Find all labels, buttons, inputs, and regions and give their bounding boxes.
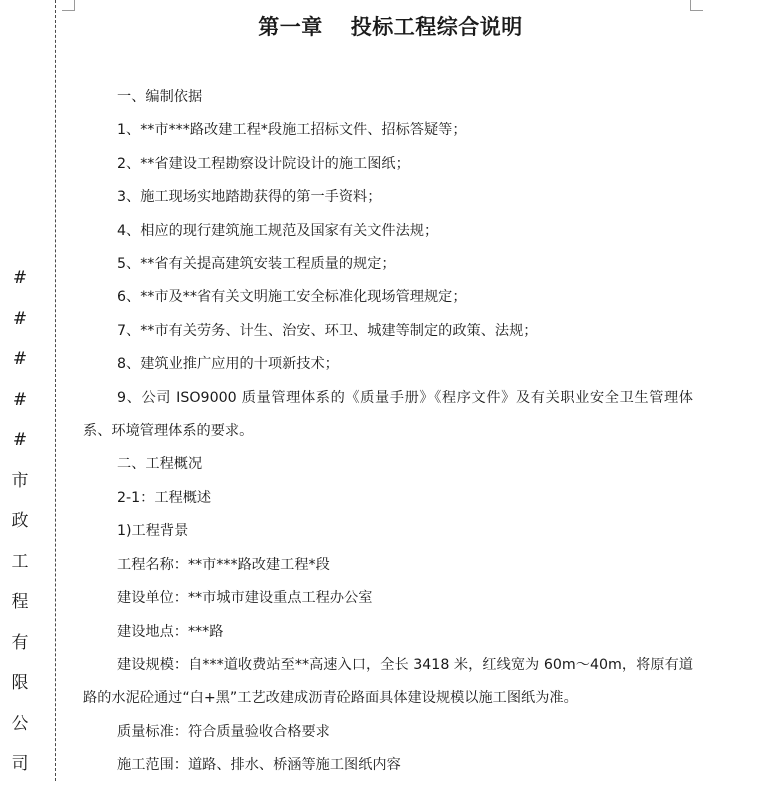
basis-item-5: 5、**省有关提高建筑安装工程质量的规定； bbox=[117, 256, 396, 273]
quality-standard: 质量标准：符合质量验收合格要求 bbox=[117, 723, 330, 740]
basis-item-8: 8、建筑业推广应用的十项新技术； bbox=[117, 356, 339, 373]
construction-scale: 建设规模：自***道收费站至**高速入口，全长 3418 米，红线宽为 60m～40m，将原有道路的水泥砼通过“白+黑”工艺改建成沥青砼路面具体建设规模以施工图纸为准。 bbox=[83, 656, 693, 707]
side-stamp-char: 有 bbox=[11, 632, 29, 653]
construction-scope: 施工范围：道路、排水、桥涵等施工图纸内容 bbox=[117, 757, 401, 774]
chapter-heading: 投标工程综合说明 bbox=[350, 14, 523, 39]
basis-item-1: 1、**市***路改建工程*段施工招标文件、招标答疑等； bbox=[117, 122, 467, 139]
basis-item-4: 4、相应的现行建筑施工规范及国家有关文件法规； bbox=[117, 222, 439, 239]
binding-dashed-line bbox=[55, 0, 56, 781]
basis-item-7: 7、**市有关劳务、计生、治安、环卫、城建等制定的政策、法规； bbox=[117, 322, 538, 339]
side-stamp-char: 程 bbox=[11, 592, 29, 612]
basis-item-3: 3、施工现场实地踏勘获得的第一手资料； bbox=[117, 189, 382, 206]
side-stamp-char: # bbox=[12, 389, 28, 410]
side-stamp-char: 公 bbox=[11, 713, 29, 734]
construction-unit: 建设单位：**市城市建设重点工程办公室 bbox=[117, 590, 373, 607]
basis-item-6: 6、**市及**省有关文明施工安全标准化现场管理规定； bbox=[117, 289, 467, 306]
section-heading-overview: 二、工程概况 bbox=[117, 456, 203, 473]
side-stamp-char: 政 bbox=[11, 511, 29, 531]
side-company-stamp bbox=[0, 258, 40, 785]
side-stamp-char: 工 bbox=[11, 551, 29, 572]
section-heading-basis: 一、编制依据 bbox=[117, 89, 203, 105]
side-stamp-char: 市 bbox=[11, 470, 29, 491]
side-stamp-char: # bbox=[12, 268, 28, 288]
project-name: 工程名称：**市***路改建工程*段 bbox=[117, 556, 330, 573]
side-stamp-char: # bbox=[12, 308, 28, 329]
construction-site: 建设地点：***路 bbox=[117, 623, 224, 640]
side-stamp-char: # bbox=[12, 430, 28, 450]
side-stamp-char: # bbox=[12, 349, 28, 369]
side-stamp-char: 限 bbox=[11, 673, 29, 693]
basis-item-2: 2、**省建设工程勘察设计院设计的施工图纸； bbox=[117, 155, 410, 172]
background-heading: 1)工程背景 bbox=[117, 523, 189, 540]
basis-item-9: 9、公司 ISO9000 质量管理体系的《质量手册》《程序文件》及有关职业安全卫生管理体系、环境管理体系的要求。 bbox=[83, 389, 693, 440]
subsection-heading: 2-1：工程概述 bbox=[117, 489, 212, 506]
document-body bbox=[83, 81, 693, 783]
chapter-title bbox=[0, 9, 781, 45]
side-stamp-char: 司 bbox=[11, 754, 29, 774]
chapter-number: 第一章 bbox=[258, 14, 323, 39]
